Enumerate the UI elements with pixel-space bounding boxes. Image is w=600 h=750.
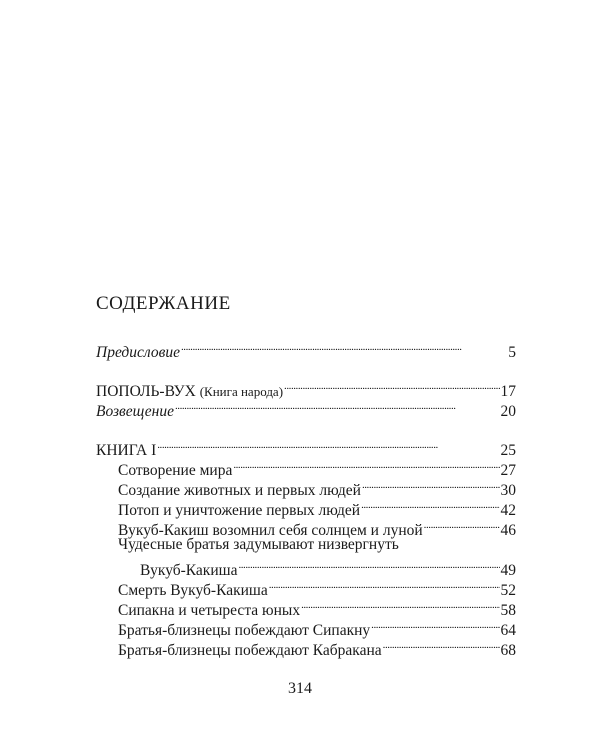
toc-entry-title: Сипакна и четыреста юных <box>118 602 301 619</box>
toc-page-number: 25 <box>500 442 516 459</box>
toc-entry-popol-vuh[interactable] <box>96 376 516 400</box>
toc-page-number: 46 <box>500 522 516 539</box>
dot-leader <box>361 495 499 515</box>
toc-entry-chapter[interactable] <box>140 555 516 579</box>
toc-page-number: 64 <box>500 622 516 639</box>
toc-entry-book-1[interactable] <box>96 435 516 459</box>
dot-leader <box>175 396 500 416</box>
dot-leader <box>301 595 499 615</box>
dot-leader <box>362 475 500 495</box>
toc-entry-title-main: ПОПОЛЬ-ВУХ <box>96 383 196 400</box>
page-number: 314 <box>288 680 312 697</box>
toc-entry-chapter[interactable] <box>118 595 516 619</box>
toc-page-number: 30 <box>500 482 516 499</box>
toc-page-number: 58 <box>500 602 516 619</box>
dot-leader <box>238 555 499 575</box>
toc-entry-chapter-line1[interactable]: Чудесные братья задумывают низвергнуть <box>118 536 399 553</box>
toc-entry-chapter[interactable] <box>118 495 516 519</box>
dot-leader <box>157 435 499 455</box>
dot-leader <box>383 635 500 655</box>
toc-entry-title-continued: Вукуб-Какиша <box>140 562 238 579</box>
toc-entry-chapter[interactable] <box>118 635 516 659</box>
toc-entry-title: КНИГА I <box>96 442 157 459</box>
toc-entry-title: Смерть Вукуб-Какиша <box>118 582 268 599</box>
dot-leader <box>269 575 500 595</box>
toc-entry-chapter[interactable] <box>118 615 516 639</box>
toc-page-number: 17 <box>500 383 516 400</box>
toc-entry-title: Создание животных и первых людей <box>118 482 361 499</box>
toc-entry-chapter[interactable] <box>118 515 516 539</box>
dot-leader <box>233 455 499 475</box>
toc-page-number: 27 <box>500 462 516 479</box>
toc-entry-preface[interactable] <box>96 337 516 361</box>
toc-page-number: 68 <box>500 642 516 659</box>
dot-leader <box>181 337 507 357</box>
dot-leader <box>284 376 499 396</box>
toc-entry-proclamation[interactable] <box>96 396 516 420</box>
toc-page-number: 52 <box>500 582 516 599</box>
toc-entry-chapter[interactable] <box>118 575 516 599</box>
page-title: СОДЕРЖАНИЕ <box>96 293 231 314</box>
toc-entry-title: Возвещение <box>96 403 174 420</box>
toc-entry-title: Сотворение мира <box>118 462 233 479</box>
toc-page-number: 42 <box>500 502 516 519</box>
dot-leader <box>371 615 499 635</box>
dot-leader <box>424 515 500 535</box>
toc-entry-title: Братья-близнецы побеждают Кабракана <box>118 642 382 659</box>
toc-entry-title: Вукуб-Какиш возомнил себя солнцем и луной <box>118 522 423 539</box>
toc-entry-chapter[interactable] <box>118 455 516 479</box>
toc-entry-title: Предисловие <box>96 344 180 361</box>
toc-entry-chapter[interactable] <box>118 475 516 499</box>
toc-entry-title: Братья-близнецы побеждают Сипакну <box>118 622 371 639</box>
toc-page-number: 20 <box>500 403 516 420</box>
toc-page-number: 5 <box>508 344 516 361</box>
toc-entry-title-note: (Книга народа) <box>199 384 284 399</box>
toc-entry-title: Потоп и уничтожение первых людей <box>118 502 361 519</box>
toc-page-number: 49 <box>500 562 516 579</box>
